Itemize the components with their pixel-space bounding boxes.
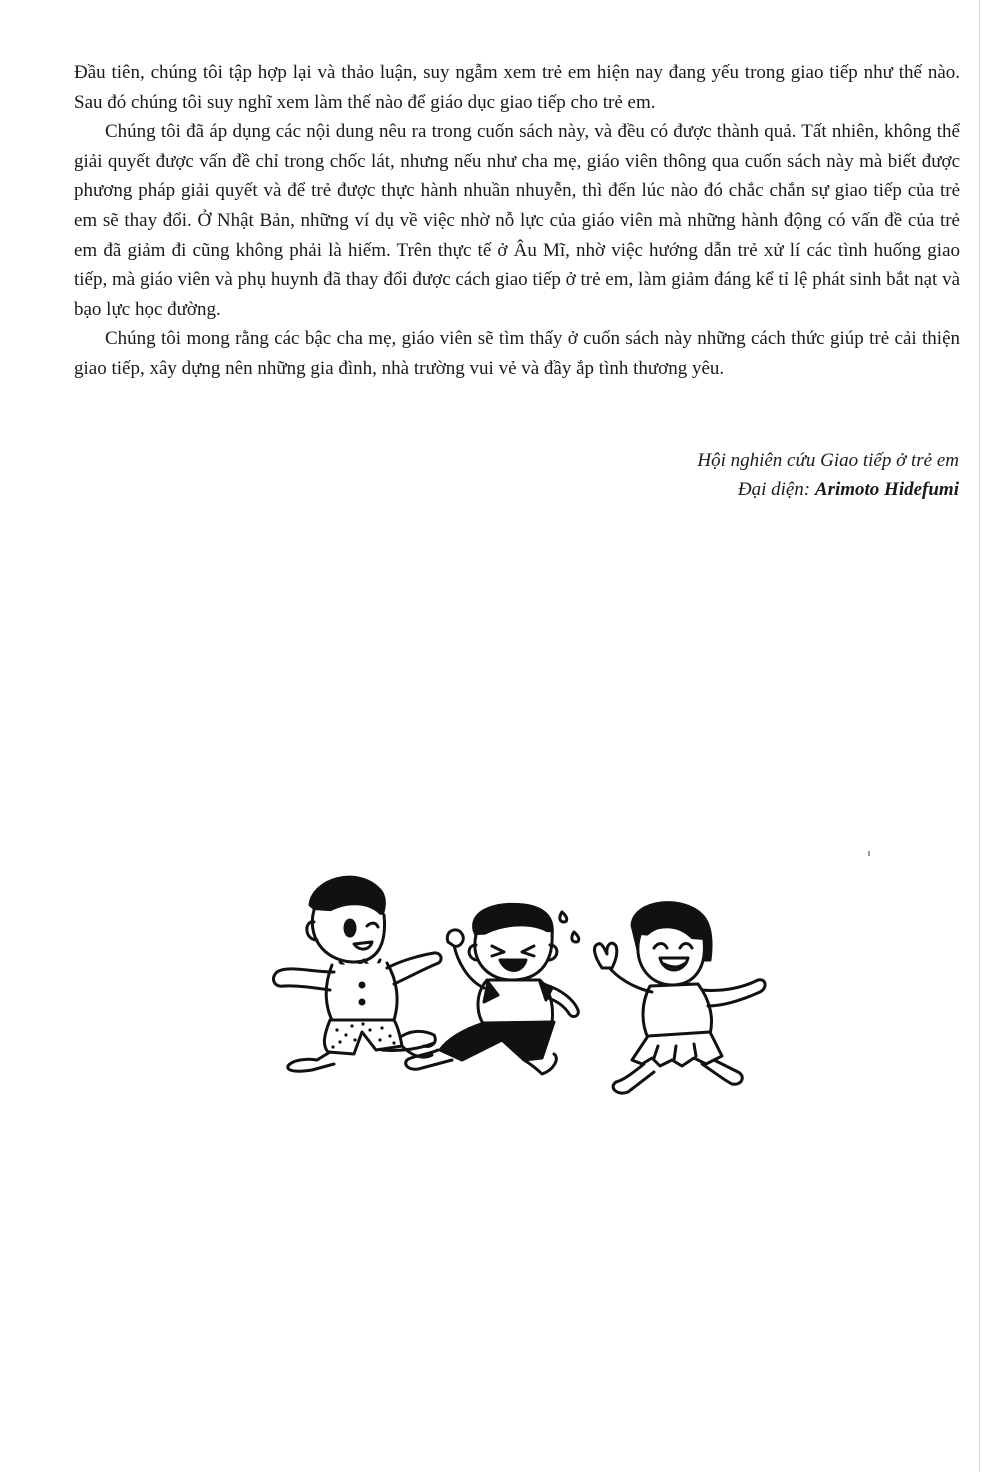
paragraph-3: Chúng tôi mong rằng các bậc cha mẹ, giáo viên sẽ tìm thấy ở cuốn sách này những cách thức giúp trẻ cải thiện giao tiếp, xây dựng nên những gia đình, nhà trường vui vẻ và đầy ắp tình thương yêu. xyxy=(74,328,960,379)
child-middle-icon xyxy=(402,904,579,1074)
signature-block xyxy=(697,446,959,504)
paragraph-2: Chúng tôi đã áp dụng các nội dung nêu ra trong cuốn sách này, và đều có được thành quả. Tất nhiên, không thể giải quyết được vấn đề chỉ trong chốc lát, nhưng nếu như cha mẹ, giáo viên thông qua cuốn sách này mà biết được phương pháp giải quyết và để trẻ được thực hành nhuần nhuyễn, thì đến lúc nào đó chắc chắn sự giao tiếp của trẻ em sẽ thay đổi. Ở Nhật Bản, những ví dụ về việc nhờ nỗ lực của giáo viên mà những hành động có vấn đề của trẻ em đã giảm đi cũng không phải là hiếm. Trên thực tế ở Âu Mĩ, nhờ việc hướng dẫn trẻ xử lí các tình huống giao tiếp, mà giáo viên và phụ huynh đã thay đổi được cách giao tiếp ở trẻ em, làm giảm đáng kể tỉ lệ phát sinh bắt nạt và bạo lực học đường. xyxy=(74,121,960,320)
paragraph-1: Đầu tiên, chúng tôi tập hợp lại và thảo luận, suy ngẫm xem trẻ em hiện nay đang yếu trong giao tiếp như thế nào. Sau đó chúng tôi suy nghĩ xem làm thế nào để giáo dục giao tiếp cho trẻ em. xyxy=(74,62,960,113)
body-text xyxy=(74,58,960,384)
signature-representative xyxy=(697,475,959,504)
signature-representative-name: Arimoto Hidefumi xyxy=(814,479,959,500)
child-right-icon xyxy=(595,903,766,1093)
three-running-children-illustration xyxy=(262,860,782,1110)
page-edge-line xyxy=(979,0,980,1472)
signature-representative-prefix: Đại diện: xyxy=(737,479,815,500)
print-speck xyxy=(868,851,870,856)
signature-organization: Hội nghiên cứu Giao tiếp ở trẻ em xyxy=(697,450,959,471)
child-left-icon xyxy=(273,877,441,1071)
